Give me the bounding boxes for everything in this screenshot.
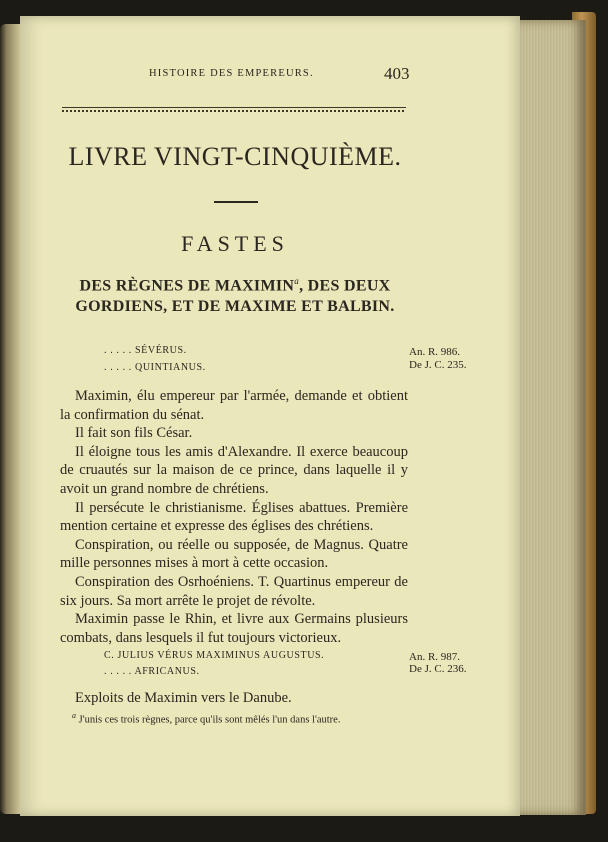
note-reference: a xyxy=(294,276,300,286)
body-text xyxy=(60,387,408,647)
ornamental-rule xyxy=(62,107,406,114)
paragraph: Il éloigne tous les amis d'Alexandre. Il exerce beaucoup de cruautés sur la maison de ce prince, dans laquelle il y avoit un grand nombre de chrétiens. xyxy=(60,443,408,497)
paragraph: Conspiration des Osrhoéniens. T. Quartinus empereur de six jours. Sa mort arrête le projet de révolte. xyxy=(60,573,408,609)
paragraph: Conspiration, ou réelle ou supposée, de Magnus. Quatre mille personnes mises à mort à cette occasion. xyxy=(60,536,408,572)
paragraph: Il fait son fils César. xyxy=(75,425,193,442)
book-spine-left xyxy=(0,24,22,814)
paragraph: Exploits de Maximin vers le Danube. xyxy=(75,690,292,706)
page-number: 403 xyxy=(384,64,410,83)
year-marker: De J. C. 235. xyxy=(409,359,467,371)
paragraph: Maximin, élu empereur par l'armée, demande et obtient la confirmation du sénat. xyxy=(60,388,408,423)
year-marker: An. R. 987. xyxy=(409,651,461,663)
subtitle-line-1: DES RÈGNES DE MAXIMIN$^a$, DES DEUX xyxy=(79,276,391,295)
footnote-mark: a xyxy=(72,711,76,720)
year-marker: An. R. 986. xyxy=(409,346,461,358)
consul-line: . . . . . QUINTIANUS. xyxy=(104,362,206,373)
subtitle-line-2: GORDIENS, ET DE MAXIME ET BALBIN. xyxy=(75,298,395,315)
page-fore-edge xyxy=(512,20,586,815)
body-text xyxy=(60,689,408,708)
consul-line: . . . . . AFRICANUS. xyxy=(104,666,200,677)
year-marker: De J. C. 236. xyxy=(409,663,467,675)
paragraph: Il persécute le christianisme. Églises abattues. Première mention certaine et expresse des églises des chrétiens. xyxy=(60,499,408,535)
book-title: LIVRE VINGT-CINQUIÈME. xyxy=(68,142,402,171)
running-header: HISTOIRE DES EMPEREURS. xyxy=(149,68,314,79)
section-title: FASTES xyxy=(181,231,289,256)
consul-line: C. JULIUS VÉRUS MAXIMINUS AUGUSTUS. xyxy=(104,650,325,661)
title-divider xyxy=(214,201,258,203)
footnote: $^a$ J'unis ces trois règnes, parce qu'ils sont mêlés l'un dans l'autre. xyxy=(72,711,341,726)
consul-line: . . . . . SÉVÉRUS. xyxy=(104,345,187,356)
paragraph: Maximin passe le Rhin, et livre aux Germains plusieurs combats, dans lesquels il fut toujours victorieux. xyxy=(60,611,408,646)
